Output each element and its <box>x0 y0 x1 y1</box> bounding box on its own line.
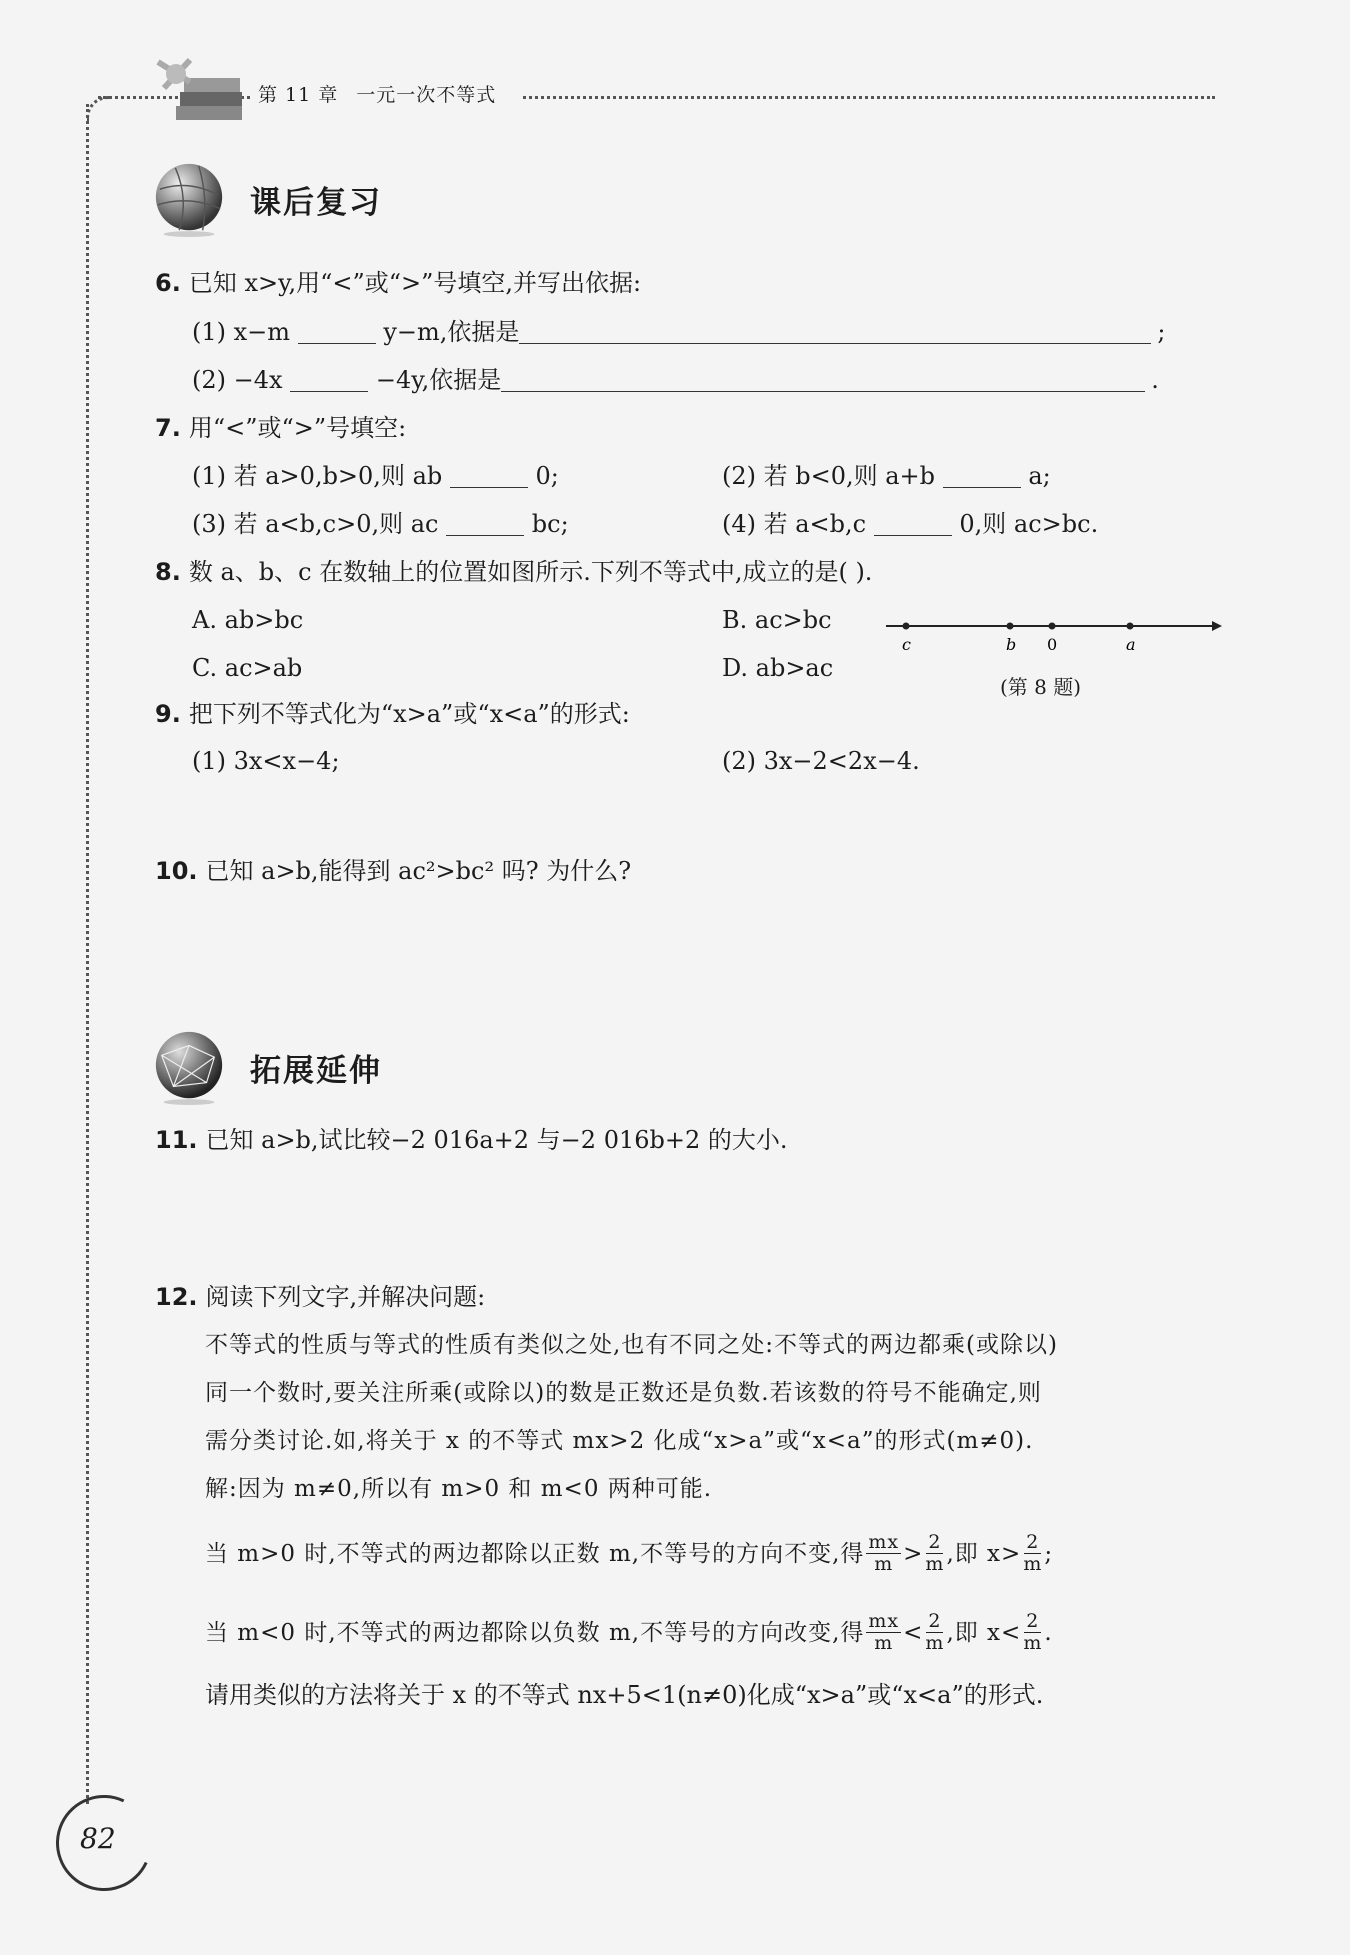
reason-blank[interactable] <box>501 367 1145 392</box>
point-b <box>1007 623 1014 630</box>
question-12 <box>155 1282 485 1312</box>
denominator: m <box>1023 1553 1043 1575</box>
fraction-mx-over-m <box>866 1532 901 1575</box>
question-stem: 已知 a>b,试比较−2 016a+2 与−2 016b+2 的大小. <box>205 1126 788 1154</box>
line-text: ,即 x< <box>946 1619 1022 1646</box>
question-8 <box>155 557 872 587</box>
side-dotted-rule <box>86 104 89 1804</box>
label-a: a <box>1126 635 1136 654</box>
part-text: (2) 若 b<0,则 a+b <box>722 462 936 490</box>
reading-line-5 <box>205 1532 1053 1575</box>
label-c: c <box>902 635 911 654</box>
question-11 <box>155 1125 788 1155</box>
part-text: (2) −4x <box>192 366 283 394</box>
question-6-part-2 <box>192 365 1159 395</box>
chapter-number: 第 11 章 <box>258 84 339 106</box>
question-6-part-1 <box>192 317 1165 347</box>
reading-line-1: 不等式的性质与等式的性质有类似之处,也有不同之处:不等式的两边都乘(或除以) <box>205 1332 1059 1358</box>
header-border-corner <box>86 96 111 121</box>
label-zero: 0 <box>1047 635 1058 654</box>
part-text: bc; <box>531 510 569 538</box>
figure-caption: (第 8 题) <box>1000 675 1082 699</box>
part-punct: ; <box>1157 318 1166 346</box>
point-zero <box>1049 623 1056 630</box>
question-number: 11. <box>155 1126 198 1154</box>
denominator: m <box>925 1553 945 1575</box>
question-number: 10. <box>155 857 198 885</box>
section-extension-heading <box>150 1028 382 1106</box>
part-text: (3) 若 a<b,c>0,则 ac <box>192 510 439 538</box>
answer-blank[interactable] <box>446 511 524 536</box>
question-number: 7. <box>155 414 181 442</box>
question-7-part-1 <box>192 461 559 491</box>
number-line <box>882 612 1222 656</box>
answer-blank[interactable] <box>298 319 376 344</box>
fraction-2-over-m <box>1023 1611 1042 1654</box>
question-7-part-4 <box>722 509 1098 539</box>
question-stem: 阅读下列文字,并解决问题: <box>205 1283 486 1311</box>
option-d[interactable]: D. ab>ac <box>722 654 834 682</box>
globe-icon <box>150 160 228 238</box>
fraction-mx-over-m <box>866 1611 901 1654</box>
question-9-part-2: (2) 3x−2<2x−4. <box>722 747 920 775</box>
part-text: y−m,依据是 <box>383 318 520 346</box>
question-7 <box>155 413 406 443</box>
chapter-title: 一元一次不等式 <box>356 84 497 106</box>
answer-blank[interactable] <box>943 463 1021 488</box>
question-number: 12. <box>155 1283 198 1311</box>
numerator: 2 <box>1026 1610 1040 1632</box>
section-title: 拓展延伸 <box>250 1052 382 1089</box>
denominator: m <box>1023 1632 1043 1654</box>
answer-blank[interactable] <box>450 463 528 488</box>
globe-network-icon <box>150 1028 228 1106</box>
inequality-sign: > <box>903 1540 924 1567</box>
denominator: m <box>874 1632 894 1654</box>
option-c[interactable]: C. ac>ab <box>192 654 303 682</box>
fraction-2-over-m <box>1023 1532 1042 1575</box>
question-9 <box>155 699 630 729</box>
line-text: ,即 x> <box>946 1540 1022 1567</box>
question-number: 9. <box>155 700 181 728</box>
numerator: mx <box>868 1531 900 1553</box>
numerator: 2 <box>928 1531 942 1553</box>
numerator: 2 <box>1026 1531 1040 1553</box>
numerator: mx <box>868 1610 900 1632</box>
question-7-part-2 <box>722 461 1051 491</box>
reading-line-2: 同一个数时,要关注所乘(或除以)的数是正数还是负数.若该数的符号不能确定,则 <box>205 1380 1042 1406</box>
part-text: (4) 若 a<b,c <box>722 510 867 538</box>
question-number: 8. <box>155 558 181 586</box>
question-6 <box>155 268 641 298</box>
part-text: −4y,依据是 <box>375 366 502 394</box>
section-title: 课后复习 <box>250 184 382 221</box>
line-text: 当 m>0 时,不等式的两边都除以正数 m,不等号的方向不变,得 <box>205 1540 865 1567</box>
answer-blank[interactable] <box>874 511 952 536</box>
question-stem: 把下列不等式化为“x>a”或“x<a”的形式: <box>188 700 630 728</box>
line-punct: . <box>1044 1619 1053 1646</box>
reading-line-3: 需分类讨论.如,将关于 x 的不等式 mx>2 化成“x>a”或“x<a”的形式(m≠0). <box>205 1428 1034 1454</box>
point-c <box>903 623 910 630</box>
question-10 <box>155 856 631 886</box>
reading-line-6 <box>205 1611 1053 1654</box>
question-9-part-1: (1) 3x<x−4; <box>192 747 340 775</box>
chapter-header <box>250 80 522 107</box>
book-stack-icon <box>150 52 250 132</box>
question-stem: 已知 a>b,能得到 ac²>bc² 吗? 为什么? <box>205 857 632 885</box>
denominator: m <box>874 1553 894 1575</box>
line-text: 当 m<0 时,不等式的两边都除以负数 m,不等号的方向改变,得 <box>205 1619 865 1646</box>
part-text: 0; <box>535 462 559 490</box>
line-punct: ; <box>1044 1540 1054 1567</box>
label-b: b <box>1006 635 1017 654</box>
reason-blank[interactable] <box>519 319 1151 344</box>
part-punct: . <box>1151 366 1159 394</box>
question-7-part-3 <box>192 509 569 539</box>
question-stem: 用“<”或“>”号填空: <box>188 414 407 442</box>
point-a <box>1127 623 1134 630</box>
inequality-sign: < <box>903 1619 924 1646</box>
question-stem: 已知 x>y,用“<”或“>”号填空,并写出依据: <box>188 269 642 297</box>
question-number: 6. <box>155 269 181 297</box>
question-stem: 数 a、b、c 在数轴上的位置如图所示.下列不等式中,成立的是( ). <box>188 558 873 586</box>
denominator: m <box>925 1632 945 1654</box>
answer-blank[interactable] <box>290 367 368 392</box>
section-review-heading <box>150 160 382 238</box>
reading-line-4: 解:因为 m≠0,所以有 m>0 和 m<0 两种可能. <box>205 1476 713 1502</box>
option-a[interactable]: A. ab>bc <box>192 606 304 634</box>
part-text: (1) x−m <box>192 318 291 346</box>
page-number: 82 <box>80 1822 116 1855</box>
part-text: 0,则 ac>bc. <box>959 510 1099 538</box>
numerator: 2 <box>928 1610 942 1632</box>
option-b[interactable]: B. ac>bc <box>722 606 832 634</box>
reading-line-7: 请用类似的方法将关于 x 的不等式 nx+5<1(n≠0)化成“x>a”或“x<a”的形式. <box>205 1681 1044 1709</box>
fraction-2-over-m <box>925 1611 944 1654</box>
fraction-2-over-m <box>925 1532 944 1575</box>
part-text: (1) 若 a>0,b>0,则 ab <box>192 462 443 490</box>
part-text: a; <box>1028 462 1051 490</box>
